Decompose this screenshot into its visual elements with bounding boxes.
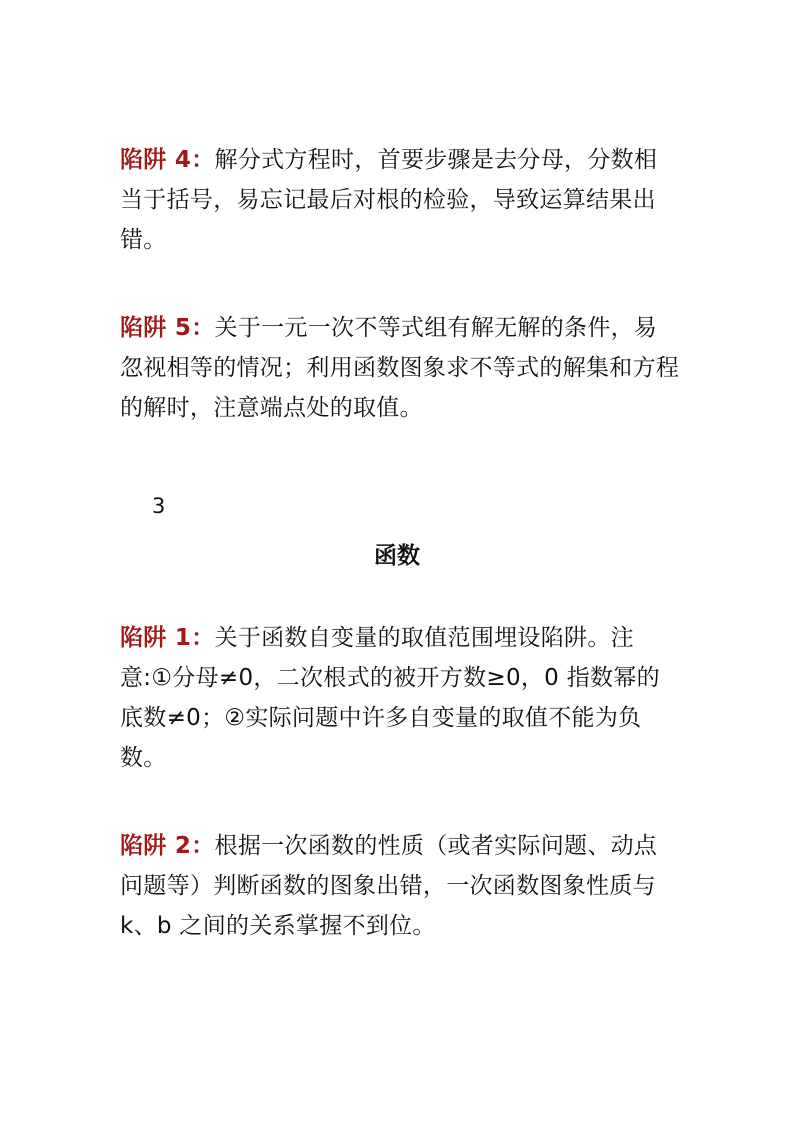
trap-paragraph-4 bbox=[120, 140, 680, 260]
trap-paragraph-2 bbox=[120, 826, 680, 946]
section-number: 3 bbox=[152, 494, 166, 518]
section-title: 函数 bbox=[374, 543, 420, 569]
trap-label: 陷阱 5： bbox=[120, 315, 215, 341]
trap-paragraph-5 bbox=[120, 308, 680, 428]
trap-label: 陷阱 4： bbox=[120, 147, 215, 173]
trap-text: 根据一次函数的性质（或者实际问题、动点问题等）判断函数的图象出错，一次函数图象性质与 k、b 之间的关系掌握不到位。 bbox=[120, 833, 658, 939]
trap-paragraph-1 bbox=[120, 618, 680, 778]
trap-text: 关于函数自变量的取值范围埋设陷阱。注意:①分母≠0，二次根式的被开方数≥0，0 指数幂的底数≠0；②实际问题中许多自变量的取值不能为负数。 bbox=[120, 625, 660, 771]
trap-label: 陷阱 1： bbox=[120, 625, 215, 651]
trap-label: 陷阱 2： bbox=[120, 833, 215, 859]
trap-text: 关于一元一次不等式组有解无解的条件，易忽视相等的情况；利用函数图象求不等式的解集和方程的解时，注意端点处的取值。 bbox=[120, 315, 680, 421]
trap-text: 解分式方程时，首要步骤是去分母，分数相当于括号，易忘记最后对根的检验，导致运算结果出错。 bbox=[120, 147, 658, 253]
